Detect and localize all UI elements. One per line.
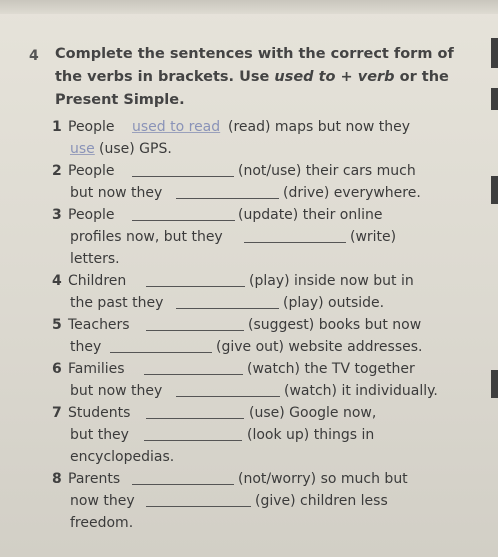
exercise-items	[52, 117, 472, 535]
item-number: 1	[52, 119, 62, 135]
item-text: letters.	[70, 251, 120, 267]
item-text: (play) outside.	[283, 295, 385, 311]
item-4-line-1	[52, 271, 472, 293]
edge-mark	[491, 370, 498, 398]
item-4-line-2	[52, 293, 472, 315]
item-text: People	[68, 207, 115, 223]
edge-mark	[491, 38, 498, 68]
answer-blank[interactable]	[176, 396, 280, 397]
instruction-line-3: Present Simple.	[55, 92, 185, 108]
item-6-line-1	[52, 359, 472, 381]
item-text: the past they	[70, 295, 164, 311]
item-3-line-3	[52, 249, 472, 271]
item-text: but they	[70, 427, 129, 443]
item-text: (update) their online	[238, 207, 383, 223]
item-text: (not/use) their cars much	[238, 163, 416, 179]
item-8-line-2	[52, 491, 472, 513]
item-7-line-2	[52, 425, 472, 447]
item-text: encyclopedias.	[70, 449, 175, 465]
answer-blank[interactable]	[132, 484, 234, 485]
instruction-emphasis: used to + verb	[274, 69, 395, 85]
item-number: 4	[52, 273, 62, 289]
answer-blank[interactable]	[110, 352, 212, 353]
item-text: Students	[68, 405, 131, 421]
answer-blank[interactable]	[144, 374, 243, 375]
handwritten-answer: use	[70, 141, 95, 157]
answer-blank[interactable]	[176, 308, 279, 309]
item-8-line-3	[52, 513, 472, 535]
item-2-line-1	[52, 161, 472, 183]
answer-blank[interactable]	[244, 242, 346, 243]
edge-mark	[491, 88, 498, 110]
item-text: (drive) everywhere.	[283, 185, 421, 201]
item-3-line-2	[52, 227, 472, 249]
exercise-number: 4	[29, 48, 39, 64]
item-text: (look up) things in	[247, 427, 375, 443]
exercise-instruction	[55, 43, 455, 112]
item-5-line-2	[52, 337, 472, 359]
item-1-line-2	[52, 139, 472, 161]
answer-blank[interactable]	[144, 440, 242, 441]
answer-blank[interactable]	[176, 198, 279, 199]
item-text: Families	[68, 361, 125, 377]
item-text: (give) children less	[255, 493, 388, 509]
item-number: 6	[52, 361, 62, 377]
item-7-line-1	[52, 403, 472, 425]
item-text: (give out) website addresses.	[216, 339, 423, 355]
item-6-line-2	[52, 381, 472, 403]
item-7-line-3	[52, 447, 472, 469]
item-text: (suggest) books but now	[248, 317, 422, 333]
answer-blank[interactable]	[132, 220, 235, 221]
item-number: 7	[52, 405, 62, 421]
item-text: Parents	[68, 471, 121, 487]
item-text: (write)	[350, 229, 397, 245]
item-text: Teachers	[68, 317, 130, 333]
item-2-line-2	[52, 183, 472, 205]
item-text: (not/worry) so much but	[238, 471, 408, 487]
page-top-shadow	[0, 0, 498, 14]
item-text: freedom.	[70, 515, 134, 531]
instruction-line-2: the verbs in brackets. Use used to + verb or the	[55, 69, 449, 85]
item-text: (play) inside now but in	[249, 273, 414, 289]
item-text: but now they	[70, 383, 163, 399]
item-text: profiles now, but they	[70, 229, 223, 245]
item-number: 3	[52, 207, 62, 223]
item-text: (watch) the TV together	[247, 361, 415, 377]
item-1-line-1	[52, 117, 472, 139]
item-text: (read) maps but now they	[228, 119, 411, 135]
item-3-line-1	[52, 205, 472, 227]
item-text: now they	[70, 493, 135, 509]
answer-blank[interactable]	[146, 286, 245, 287]
answer-blank[interactable]	[132, 176, 234, 177]
handwritten-answer: used to read	[132, 119, 221, 135]
answer-blank[interactable]	[146, 506, 251, 507]
item-text: but now they	[70, 185, 163, 201]
item-text: People	[68, 163, 115, 179]
item-text: People	[68, 119, 115, 135]
instruction-line-1: Complete the sentences with the correct form of	[55, 46, 454, 62]
item-5-line-1	[52, 315, 472, 337]
edge-mark	[491, 176, 498, 204]
item-text: Children	[68, 273, 127, 289]
item-text: (use) Google now,	[249, 405, 377, 421]
item-number: 5	[52, 317, 62, 333]
item-8-line-1	[52, 469, 472, 491]
answer-blank[interactable]	[146, 330, 244, 331]
item-number: 8	[52, 471, 62, 487]
item-text: (watch) it individually.	[284, 383, 438, 399]
item-number: 2	[52, 163, 62, 179]
answer-blank[interactable]	[146, 418, 244, 419]
item-text: (use) GPS.	[99, 141, 172, 157]
item-text: they	[70, 339, 102, 355]
